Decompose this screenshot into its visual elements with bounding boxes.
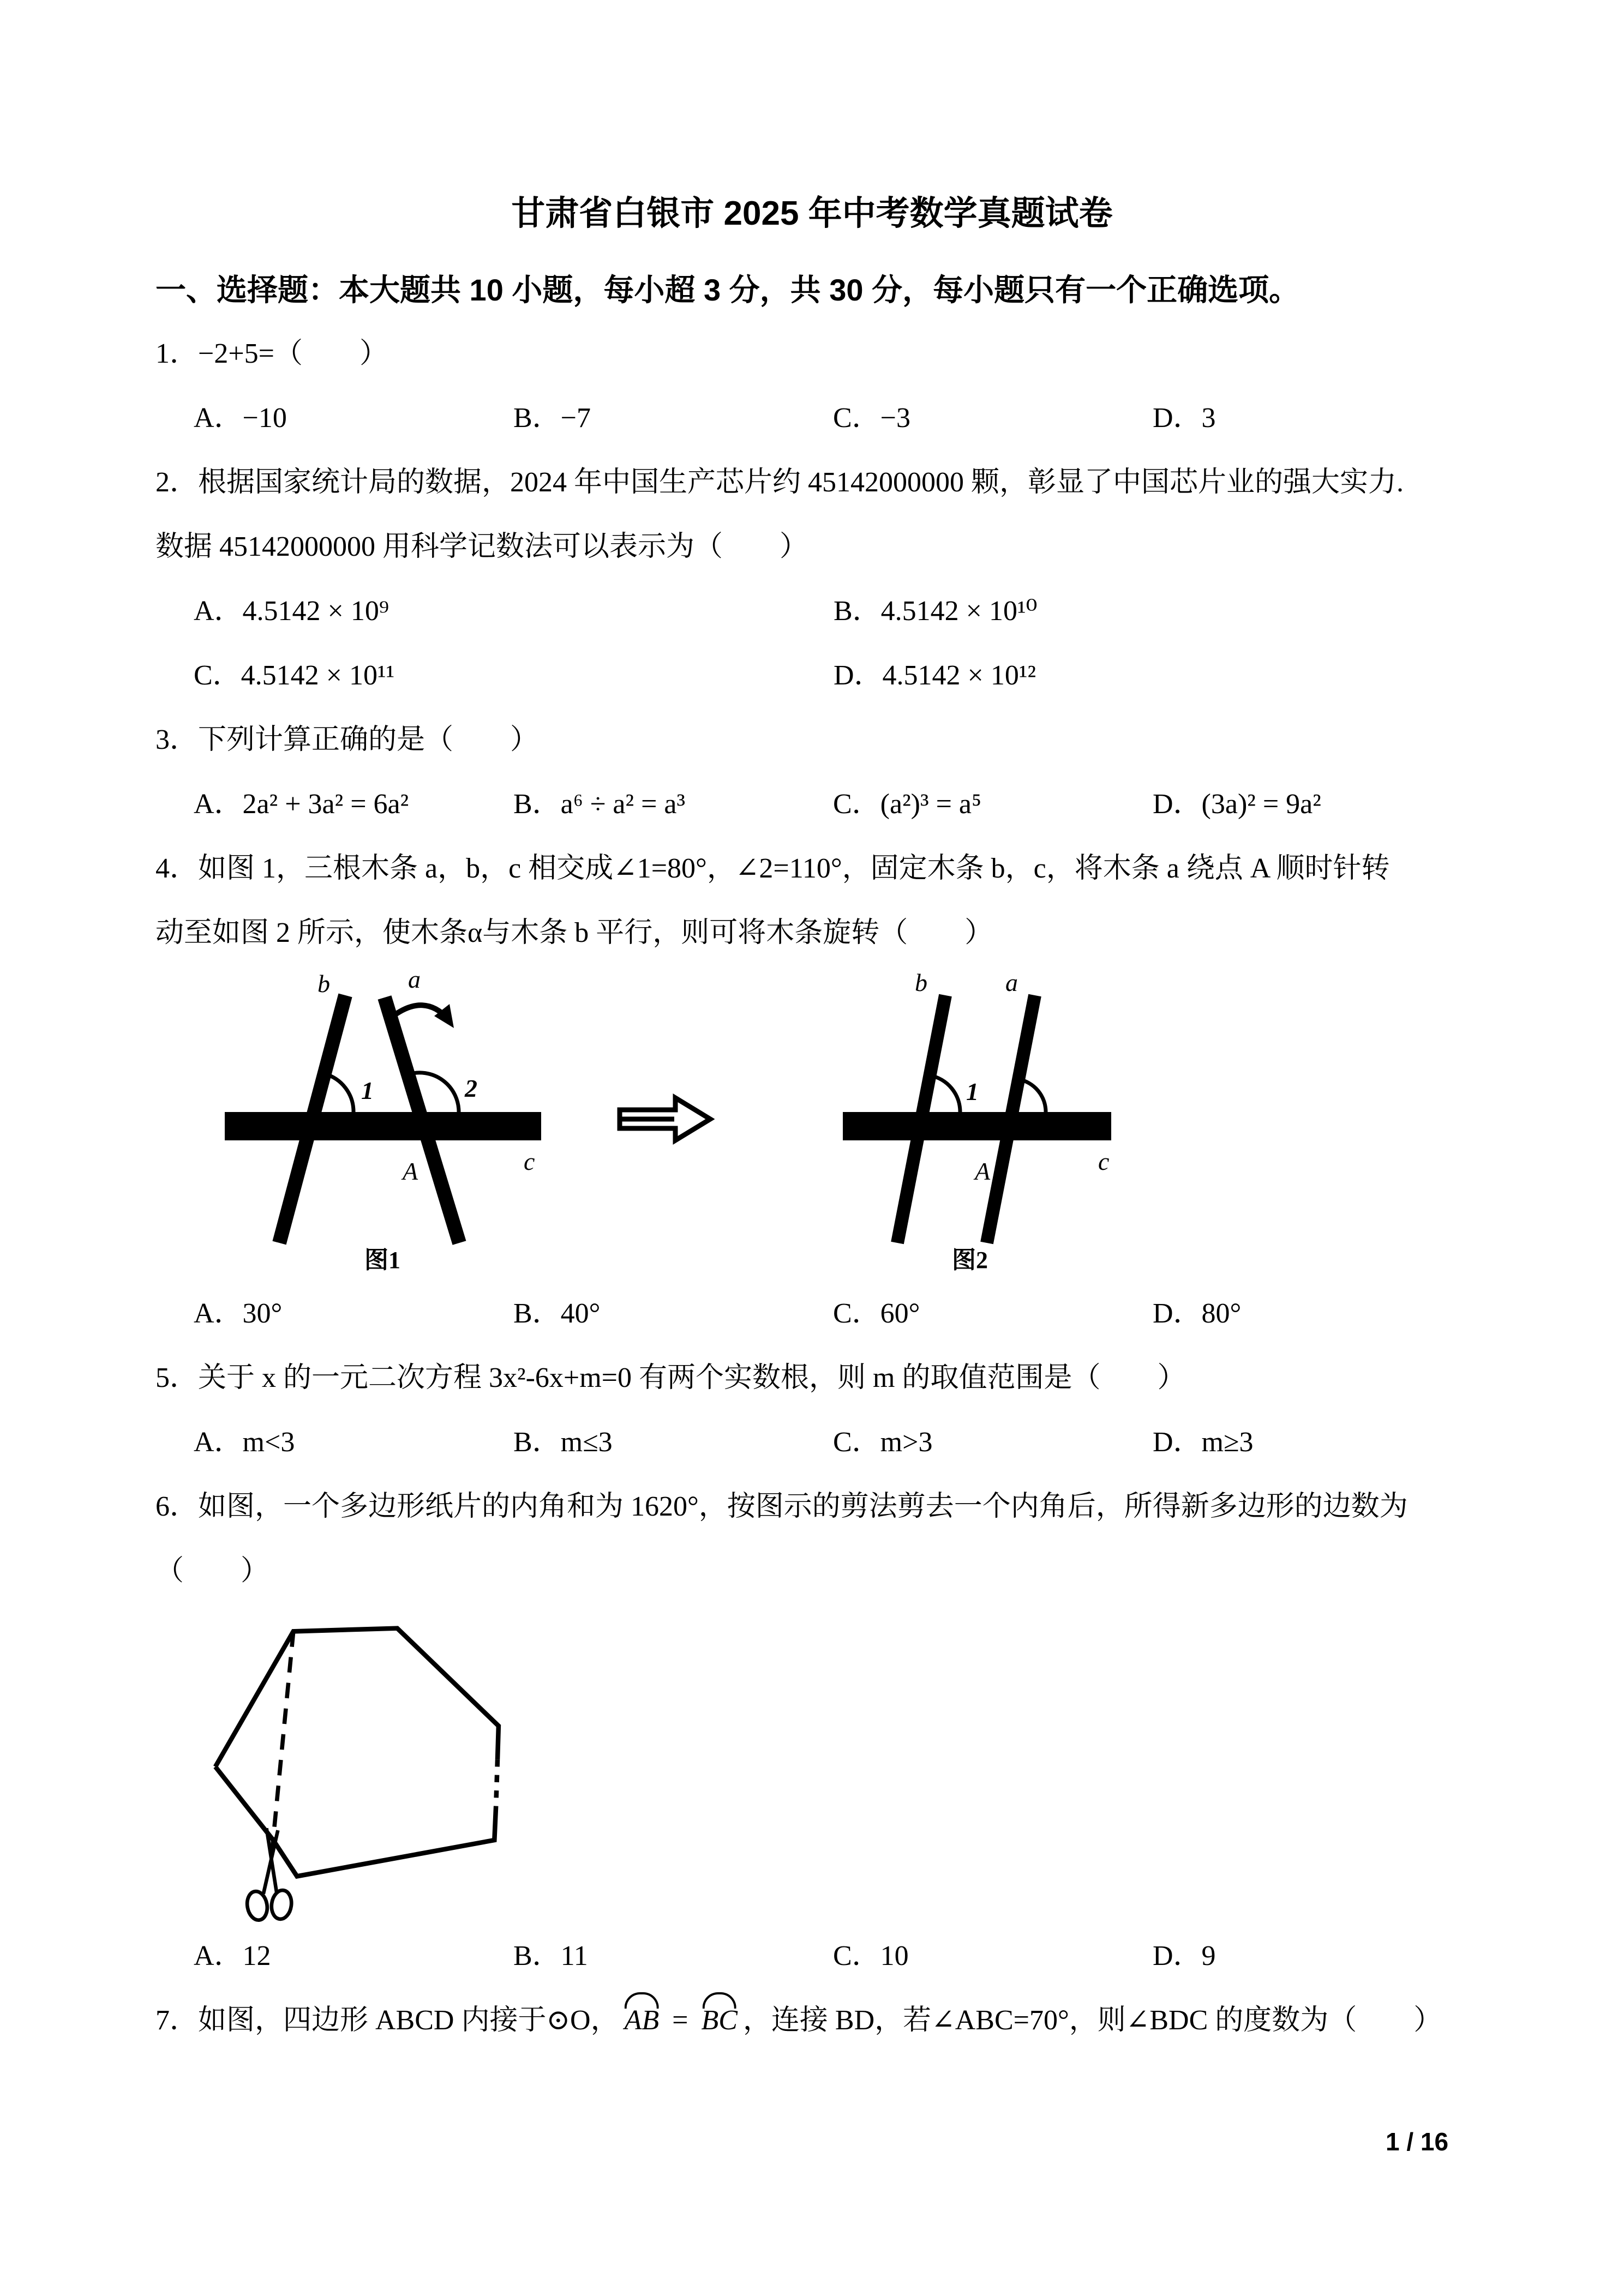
- question-2-text-line2: 数据 45142000000 用科学记数法可以表示为（ ）: [155, 531, 808, 562]
- question-6-options: [155, 1939, 1469, 1974]
- label-b: b: [317, 970, 330, 997]
- q7-pre: 7．如图，四边形 ABCD 内接于⊙O，: [155, 2005, 619, 2036]
- question-5-text: 5．关于 x 的一元二次方程 3x²-6x+m=0 有两个实数根，则 m 的取值范围是（ ）: [155, 1362, 1186, 1393]
- question-1-options: [155, 401, 1469, 436]
- label-c: c: [524, 1147, 535, 1175]
- question-2-options-row1: [155, 594, 1469, 629]
- q7-equals: =: [672, 2005, 688, 2036]
- question-4-text-line2: 动至如图 2 所示，使木条α与木条 b 平行，则可将木条旋转（ ）: [155, 917, 993, 948]
- question-6-figure: [213, 1602, 1469, 1922]
- option-a: A．m<3: [194, 1427, 295, 1458]
- option-a: A．−10: [194, 402, 287, 434]
- label-angle-2: 2: [465, 1074, 477, 1102]
- question-6-text-line1: 6．如图，一个多边形纸片的内角和为 1620°，按图示的剪法剪去一个内角后，所得新多边形的边数为: [155, 1491, 1408, 1522]
- question-1-text: 1．−2+5=（ ）: [155, 338, 388, 369]
- polygon-right-dashed-edge: [496, 1759, 498, 1806]
- option-b: B．a⁶ ÷ a² = a³: [513, 789, 686, 820]
- figure-2-sticks: [843, 964, 1116, 1275]
- option-d: D．4.5142 × 10¹²: [834, 660, 1036, 691]
- option-c: C．m>3: [833, 1427, 933, 1458]
- question-5-options: [155, 1425, 1469, 1460]
- figure-2-caption: 图2: [952, 1247, 988, 1273]
- option-c: C．(a²)³ = a⁵: [833, 789, 982, 820]
- stick-c-bar: [225, 1112, 541, 1140]
- option-a: A．4.5142 × 10⁹: [194, 596, 389, 627]
- figure-1-sticks: [218, 964, 556, 1275]
- option-d: D．m≥3: [1153, 1427, 1254, 1458]
- q7-post: ，连接 BD，若∠ABC=70°，则∠BDC 的度数为（ ）: [742, 2005, 1442, 2036]
- section-heading: 一、选择题：本大题共 10 小题，每小超 3 分，共 30 分，每小题只有一个正确选项。: [155, 273, 1300, 307]
- double-arrow-icon: [616, 1089, 715, 1149]
- label-A: A: [975, 1157, 991, 1185]
- option-a: A．30°: [194, 1298, 283, 1329]
- question-3-options: [155, 787, 1469, 822]
- question-4-figure: [218, 964, 1469, 1275]
- option-b: B．m≤3: [513, 1427, 613, 1458]
- option-b: B．−7: [513, 402, 591, 434]
- label-angle-1: 1: [361, 1077, 374, 1104]
- question-3-text: 3．下列计算正确的是（ ）: [155, 724, 539, 755]
- option-c: C．10: [833, 1940, 909, 1972]
- option-d: D．(3a)² = 9a²: [1153, 789, 1321, 820]
- option-d: D．3: [1153, 402, 1216, 434]
- option-c: C．−3: [833, 402, 911, 434]
- polygon-outline-lower: [215, 1767, 496, 1877]
- question-2-options-row2: [155, 658, 1469, 693]
- label-angle-1: 1: [966, 1078, 979, 1105]
- question-6-text-line2: （ ）: [155, 1555, 269, 1586]
- option-c: C．60°: [833, 1298, 920, 1329]
- label-A: A: [403, 1157, 418, 1185]
- option-b: B．40°: [513, 1298, 601, 1329]
- polygon-cut-figure: [213, 1602, 507, 1922]
- option-d: D．80°: [1153, 1298, 1242, 1329]
- figure-1-caption: 图1: [364, 1247, 400, 1273]
- label-b: b: [915, 969, 927, 996]
- label-c: c: [1098, 1147, 1110, 1175]
- option-b: B．4.5142 × 10¹⁰: [834, 596, 1038, 627]
- page-title: 甘肃省白银市 2025 年中考数学真题试卷: [511, 195, 1113, 232]
- option-c: C．4.5142 × 10¹¹: [194, 660, 395, 691]
- stick-c-bar: [843, 1112, 1111, 1140]
- option-a: A．12: [194, 1940, 271, 1972]
- scissors-icon: [245, 1828, 293, 1921]
- label-a: a: [408, 965, 421, 993]
- page-number: 1 / 16: [1386, 2127, 1449, 2156]
- arc-BC: BC: [701, 2003, 737, 2038]
- polygon-outline: [215, 1628, 499, 1767]
- label-a: a: [1005, 969, 1018, 996]
- arc-AB: AB: [625, 2003, 660, 2038]
- option-b: B．11: [513, 1940, 588, 1972]
- question-4-text-line1: 4．如图 1，三根木条 a，b，c 相交成∠1=80°，∠2=110°，固定木条 b，c，将木条 a 绕点 A 顺时针转: [155, 853, 1390, 884]
- option-a: A．2a² + 3a² = 6a²: [194, 789, 409, 820]
- option-d: D．9: [1153, 1940, 1216, 1972]
- question-7-text: [155, 2003, 1469, 2038]
- question-2-text-line1: 2．根据国家统计局的数据，2024 年中国生产芯片约 45142000000 颗，彰显了中国芯片业的强大实力.: [155, 467, 1404, 498]
- question-4-options: [155, 1296, 1469, 1331]
